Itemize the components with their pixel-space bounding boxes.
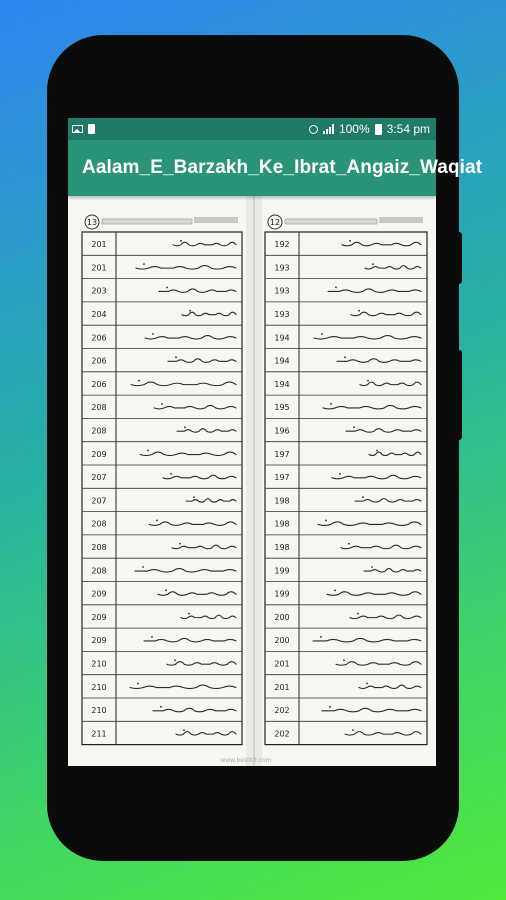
right-row-entry-dot	[325, 520, 327, 522]
right-row-entry-dot	[330, 403, 332, 405]
signal-icon	[323, 124, 334, 134]
left-row-entry-dot	[147, 450, 149, 452]
right-row-page-number: 192	[274, 240, 290, 250]
right-row-entry-dot	[366, 683, 368, 685]
right-row-entry-dot	[329, 706, 331, 708]
left-row-page-number: 208	[91, 566, 107, 576]
left-row-page-number: 210	[91, 682, 107, 692]
left-row-page-number: 210	[91, 706, 107, 716]
right-row-entry-dot	[358, 310, 360, 312]
right-row-entry-dot	[344, 356, 346, 358]
left-row-entry-dot	[193, 496, 195, 498]
phone-screen	[68, 118, 483, 766]
right-row-page-number: 196	[274, 426, 290, 436]
gallery-notification-icon	[72, 125, 83, 133]
left-row-page-number: 201	[91, 240, 107, 250]
right-row-page-number: 193	[274, 310, 290, 320]
right-row-page-number: 195	[274, 403, 290, 413]
left-row-page-number: 208	[91, 403, 107, 413]
right-row-entry-dot	[334, 589, 336, 591]
left-row-page-number: 208	[91, 519, 107, 529]
right-header-title	[379, 217, 423, 223]
right-row-entry-dot	[320, 636, 322, 638]
right-row-page-number: 198	[274, 519, 290, 529]
right-row-page-number: 194	[274, 356, 290, 366]
left-row-page-number: 207	[91, 496, 107, 506]
left-row-entry-dot	[189, 310, 191, 312]
right-row-page-number: 201	[274, 682, 290, 692]
left-row-page-number: 209	[91, 636, 107, 646]
right-row-page-number: 199	[274, 566, 290, 576]
left-row-page-number: 206	[91, 333, 107, 343]
left-row-entry-dot	[166, 287, 168, 289]
left-row-entry-dot	[161, 403, 163, 405]
left-row-entry-dot	[143, 263, 145, 265]
left-row-entry-dot	[151, 636, 153, 638]
right-row-page-number: 199	[274, 589, 290, 599]
left-row-entry-dot	[179, 543, 181, 545]
right-row-page-number: 200	[274, 612, 290, 622]
left-row-page-number: 209	[91, 589, 107, 599]
left-row-entry-dot	[175, 356, 177, 358]
right-row-entry-dot	[376, 450, 378, 452]
left-row-page-number: 201	[91, 263, 107, 273]
right-row-entry-dot	[371, 566, 373, 568]
right-row-page-number: 197	[274, 449, 290, 459]
right-row-page-number: 193	[274, 286, 290, 296]
battery-icon	[375, 124, 382, 135]
left-row-entry-dot	[160, 706, 162, 708]
left-row-entry-dot	[137, 683, 139, 685]
left-row-page-number: 209	[91, 449, 107, 459]
left-row-entry-dot	[184, 426, 186, 428]
left-page-number: 13	[86, 218, 98, 227]
battery-percentage: 100%	[338, 122, 370, 136]
left-row-entry-dot	[183, 729, 185, 731]
status-bar	[68, 118, 436, 140]
left-row-entry-dot	[165, 589, 167, 591]
right-row-entry-dot	[335, 287, 337, 289]
left-row-entry-dot	[170, 473, 172, 475]
right-row-entry-dot	[349, 240, 351, 242]
left-row-page-number: 208	[91, 426, 107, 436]
right-row-page-number: 198	[274, 543, 290, 553]
watermark-text: www.bestkit.com	[220, 757, 272, 764]
left-row-page-number: 204	[91, 310, 107, 320]
volume-button	[454, 232, 462, 284]
left-row-entry-dot	[174, 659, 176, 661]
left-row-entry-dot	[180, 240, 182, 242]
left-row-entry-dot	[142, 566, 144, 568]
right-row-entry-dot	[362, 496, 364, 498]
right-row-page-number: 202	[274, 729, 290, 739]
left-row-page-number: 206	[91, 356, 107, 366]
status-time: 3:54 pm	[386, 122, 430, 136]
right-row-entry-dot	[321, 333, 323, 335]
right-row-page-number: 201	[274, 659, 290, 669]
left-row-entry-dot	[152, 333, 154, 335]
left-row-page-number: 210	[91, 659, 107, 669]
right-row-page-number: 194	[274, 379, 290, 389]
right-row-entry-dot	[352, 729, 354, 731]
book-spread	[68, 196, 436, 766]
left-row-entry-dot	[188, 613, 190, 615]
right-row-page-number: 200	[274, 636, 290, 646]
book-page-image[interactable]	[68, 196, 436, 766]
right-row-entry-dot	[357, 613, 359, 615]
right-page-number: 12	[269, 218, 281, 227]
battery-notification-icon	[88, 124, 95, 134]
left-row-page-number: 207	[91, 473, 107, 483]
right-row-page-number: 193	[274, 263, 290, 273]
right-row-page-number: 202	[274, 706, 290, 716]
left-header-title	[194, 217, 238, 223]
left-row-page-number: 211	[91, 729, 107, 739]
right-row-page-number: 194	[274, 333, 290, 343]
left-row-entry-dot	[156, 520, 158, 522]
right-row-entry-dot	[367, 380, 369, 382]
left-row-page-number: 209	[91, 612, 107, 622]
right-row-page-number: 198	[274, 496, 290, 506]
power-button	[454, 350, 462, 440]
left-row-page-number: 206	[91, 379, 107, 389]
right-row-entry-dot	[348, 543, 350, 545]
app-bar	[68, 140, 483, 196]
right-row-page-number: 197	[274, 473, 290, 483]
right-row-entry-dot	[343, 659, 345, 661]
app-title: Aalam_E_Barzakh_Ke_Ibrat_Angaiz_Waqiat	[82, 157, 483, 178]
right-row-entry-dot	[353, 426, 355, 428]
right-row-entry-dot	[372, 263, 374, 265]
left-row-page-number: 208	[91, 543, 107, 553]
left-row-entry-dot	[138, 380, 140, 382]
right-row-entry-dot	[339, 473, 341, 475]
left-row-page-number: 203	[91, 286, 107, 296]
alarm-icon	[309, 125, 318, 134]
left-header-band	[102, 219, 192, 224]
right-header-band	[285, 219, 377, 224]
